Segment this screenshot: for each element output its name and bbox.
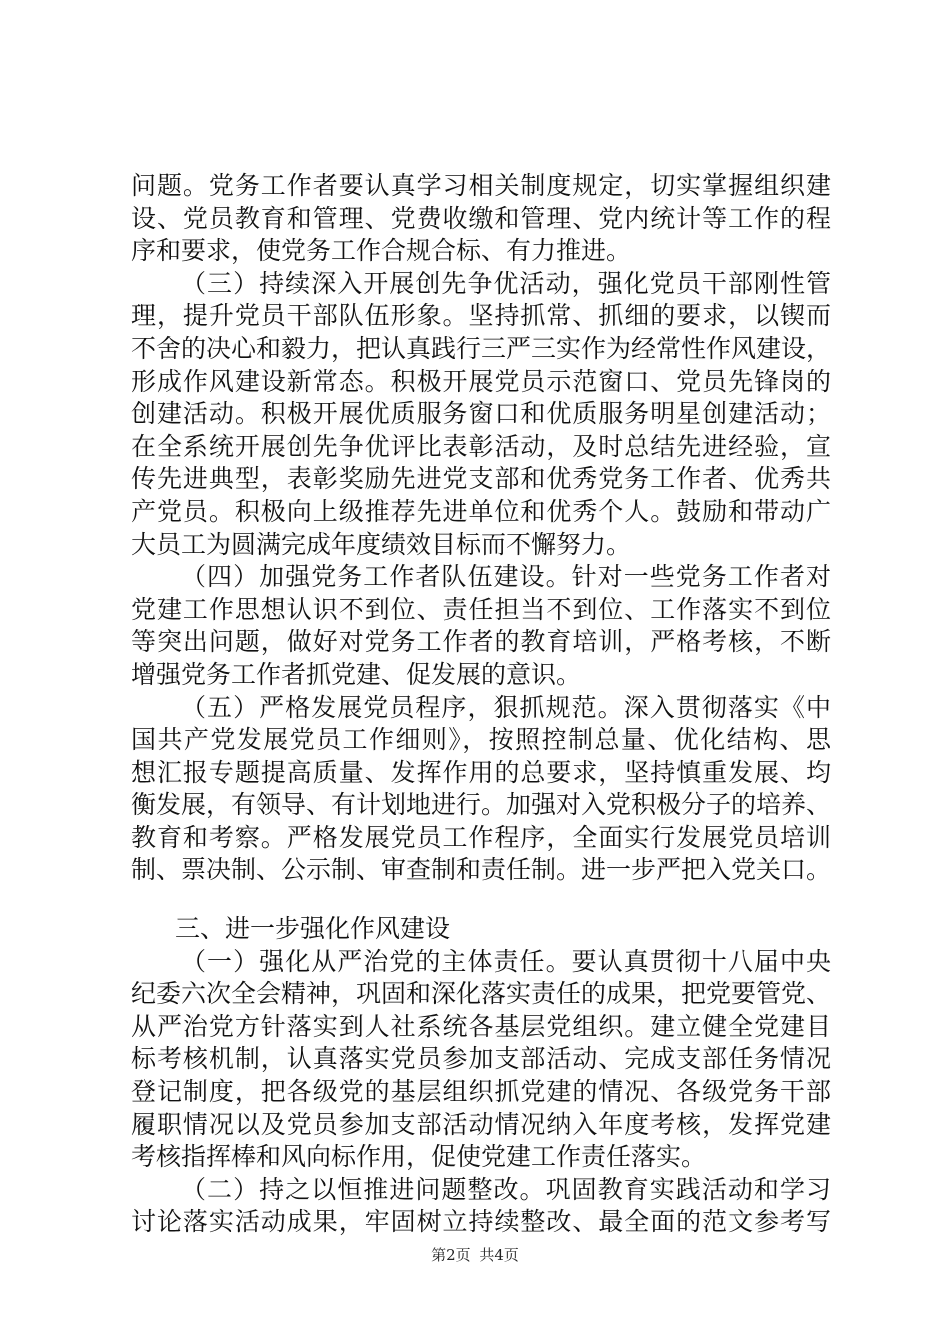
text-line: 纪委六次全会精神，巩固和深化落实责任的成果，把党要管党、: [131, 979, 832, 1009]
text-line: 从严治党方针落实到人社系统各基层党组织。建立健全党建目: [131, 1011, 831, 1041]
text-line: 想汇报专题提高质量、发挥作用的总要求，坚持慎重发展、均: [131, 757, 831, 787]
text-line: 序和要求，使党务工作合规合标、有力推进。: [131, 236, 632, 266]
text-line: 创建活动。积极开展优质服务窗口和优质服务明星创建活动；: [131, 399, 831, 429]
text-line: 教育和考察。严格发展党员工作程序，全面实行发展党员培训: [131, 822, 831, 852]
text-line: 等突出问题，做好对党务工作者的教育培训，严格考核，不断: [131, 627, 831, 657]
text-line: 考核指挥棒和风向标作用，促使党建工作责任落实。: [131, 1142, 707, 1172]
text-line: 形成作风建设新常态。积极开展党员示范窗口、党员先锋岗的: [131, 366, 831, 396]
section-heading: [131, 913, 831, 946]
text-line: （二）持之以恒推进问题整改。巩固教育实践活动和学习: [181, 1174, 831, 1204]
text-line: 设、党员教育和管理、党费收缴和管理、党内统计等工作的程: [131, 203, 831, 233]
text-line: 制、票决制、公示制、审查制和责任制。进一步严把入党关口。: [131, 855, 832, 885]
paragraph: [131, 268, 831, 561]
text-line: （五）严格发展党员程序，狠抓规范。深入贯彻落实《中: [181, 692, 831, 722]
text-line: 履职情况以及党员参加支部活动情况纳入年度考核，发挥党建: [131, 1109, 831, 1139]
page-total: 共4页: [479, 1246, 519, 1264]
paragraph: [131, 692, 831, 888]
text-line: 增强党务工作者抓党建、促发展的意识。: [131, 659, 582, 689]
text-line: 三、进一步强化作风建设: [175, 914, 451, 944]
paragraph: [131, 561, 831, 691]
text-line: 衡发展，有领导、有计划地进行。加强对入党积极分子的培养、: [131, 790, 832, 820]
text-line: 问题。党务工作者要认真学习相关制度规定，切实掌握组织建: [131, 171, 831, 200]
text-line: 不舍的决心和毅力，把认真践行三严三实作为经常性作风建设，: [131, 333, 832, 363]
paragraph: [131, 1174, 831, 1239]
page-footer: [0, 1245, 950, 1265]
text-line: 产党员。积极向上级推荐先进单位和优秀个人。鼓励和带动广: [131, 496, 831, 526]
text-line: （四）加强党务工作者队伍建设。针对一些党务工作者对: [181, 562, 831, 592]
text-line: 登记制度，把各级党的基层组织抓党建的情况、各级党务干部: [131, 1077, 831, 1107]
text-line: 理，提升党员干部队伍形象。坚持抓常、抓细的要求，以锲而: [131, 301, 831, 331]
text-line: 国共产党发展党员工作细则》，按照控制总量、优化结构、思: [131, 725, 831, 755]
paragraph: [131, 946, 831, 1174]
text-line: 标考核机制，认真落实党员参加支部活动、完成支部任务情况: [131, 1044, 831, 1074]
document-body: [131, 170, 831, 1239]
text-line: 讨论落实活动成果，牢固树立持续整改、最全面的范文参考写: [131, 1207, 831, 1237]
page-number: 第2页: [431, 1246, 471, 1264]
text-line: 在全系统开展创先争优评比表彰活动，及时总结先进经验，宣: [131, 431, 831, 461]
text-line: （三）持续深入开展创先争优活动，强化党员干部刚性管: [181, 268, 831, 298]
text-line: 传先进典型，表彰奖励先进党支部和优秀党务工作者、优秀共: [131, 464, 831, 494]
paragraph-gap: [131, 887, 831, 913]
paragraph: [131, 170, 831, 268]
text-line: （一）强化从严治党的主体责任。要认真贯彻十八届中央: [181, 946, 831, 976]
text-line: 大员工为圆满完成年度绩效目标而不懈努力。: [131, 529, 632, 559]
text-line: 党建工作思想认识不到位、责任担当不到位、工作落实不到位: [131, 594, 831, 624]
